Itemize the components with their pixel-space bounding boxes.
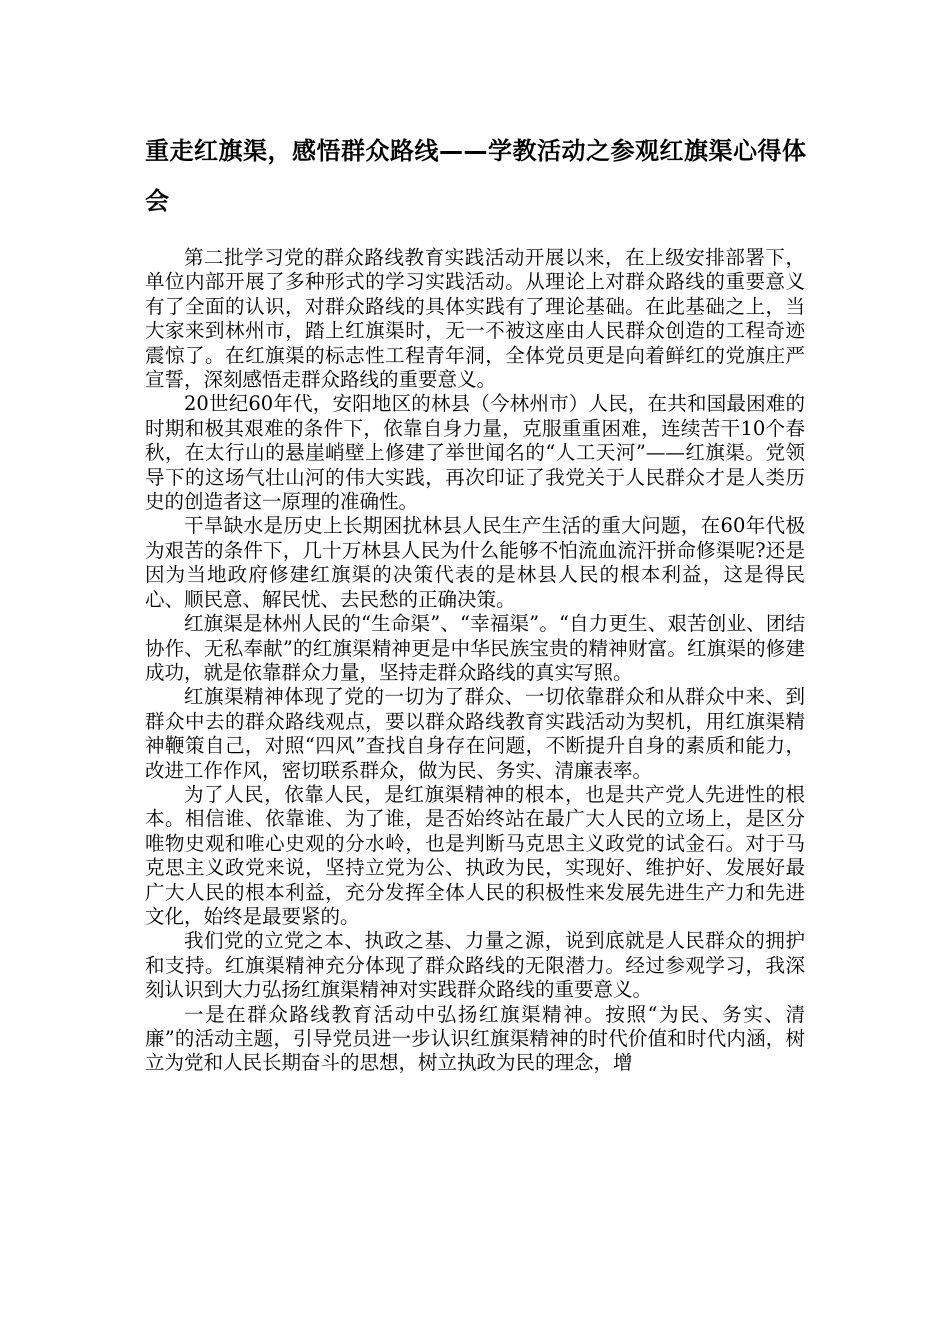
paragraph: 为了人民，依靠人民，是红旗渠精神的根本，也是共产党人先进性的根本。相信谁、依靠谁、为了谁，是否始终站在最广大人民的立场上，是区分唯物史观和唯心史观的分水岭，也是判断马克思主义政党的试金石。对于马克思主义政党来说，坚持立党为公、执政为民，实现好、维护好、发展好最广大人民的根本利益，充分发挥全体人民的积极性来发展先进生产力和先进文化，始终是最要紧的。 [145, 782, 805, 928]
paragraph: 红旗渠精神体现了党的一切为了群众、一切依靠群众和从群众中来、到群众中去的群众路线观点，要以群众路线教育实践活动为契机，用红旗渠精神鞭策自己，对照“四风”查找自身存在问题，不断提升自身的素质和能力，改进工作作风，密切联系群众，做为民、务实、清廉表率。 [145, 685, 805, 782]
document-title: 重走红旗渠，感悟群众路线——学教活动之参观红旗渠心得体会 [145, 137, 807, 215]
paragraph: 20世纪60年代，安阳地区的林县（今林州市）人民，在共和国最困难的时期和极其艰难的条件下，依靠自身力量，克服重重困难，连续苦干10个春秋，在太行山的悬崖峭壁上修建了举世闻名的“人工天河”——红旗渠。党领导下的这场气壮山河的伟大实践，再次印证了我党关于人民群众才是人类历史的创造者这一原理的准确性。 [145, 392, 805, 514]
paragraph: 我们党的立党之本、执政之基、力量之源，说到底就是人民群众的拥护和支持。红旗渠精神充分体现了群众路线的无限潜力。经过参观学习，我深刻认识到大力弘扬红旗渠精神对实践群众路线的重要意义。 [145, 929, 805, 1002]
paragraph: 干旱缺水是历史上长期困扰林县人民生产生活的重大问题，在60年代极为艰苦的条件下，几十万林县人民为什么能够不怕流血流汗拼命修渠呢?还是因为当地政府修建红旗渠的决策代表的是林县人民的根本利益，这是得民心、顺民意、解民忧、去民愁的正确决策。 [145, 514, 805, 611]
paragraph: 第二批学习党的群众路线教育实践活动开展以来，在上级安排部署下，单位内部开展了多种形式的学习实践活动。从理论上对群众路线的重要意义有了全面的认识，对群众路线的具体实践有了理论基础。在此基础之上，当大家来到林州市，踏上红旗渠时，无一不被这座由人民群众创造的工程奇迹震惊了。在红旗渠的标志性工程青年洞，全体党员更是向着鲜红的党旗庄严宣誓，深刻感悟走群众路线的重要意义。 [145, 246, 805, 392]
paragraph: 一是在群众路线教育活动中弘扬红旗渠精神。按照“为民、务实、清廉”的活动主题，引导党员进一步认识红旗渠精神的时代价值和时代内涵，树立为党和人民长期奋斗的思想，树立执政为民的理念，增 [145, 1002, 805, 1075]
paragraph: 红旗渠是林州人民的“生命渠”、“幸福渠”。“自力更生、艰苦创业、团结协作、无私奉献”的红旗渠精神更是中华民族宝贵的精神财富。红旗渠的修建成功，就是依靠群众力量，坚持走群众路线的真实写照。 [145, 612, 805, 684]
document-body [145, 246, 805, 1076]
